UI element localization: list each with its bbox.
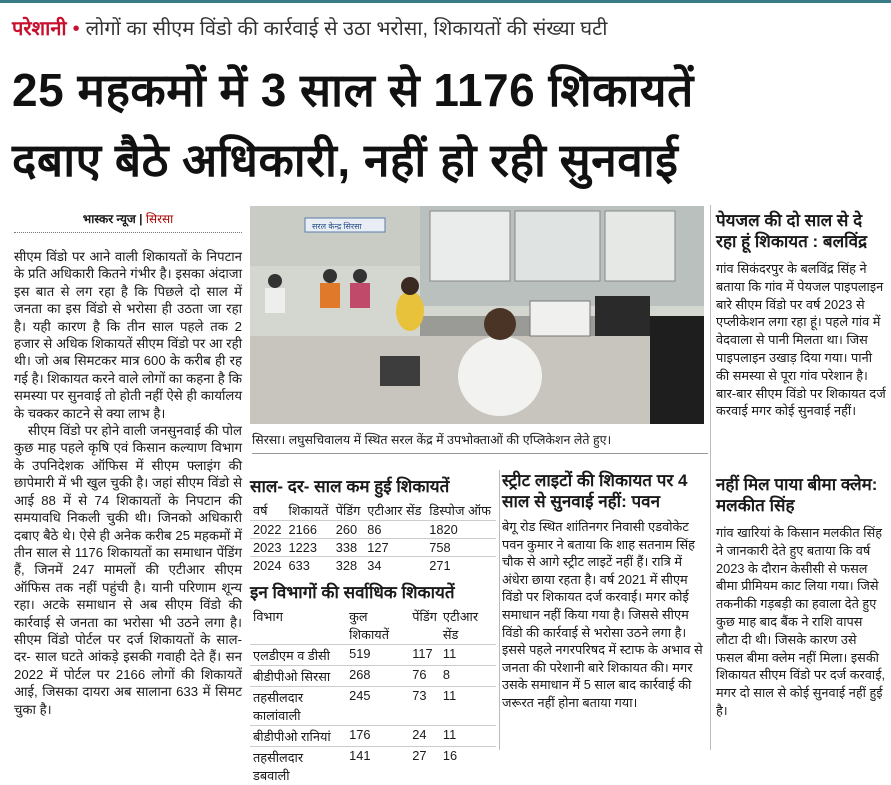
cell: 2024 — [250, 557, 285, 575]
table-row — [250, 726, 496, 747]
cell: 117 — [409, 645, 440, 666]
cell: 16 — [440, 747, 496, 785]
col-header: विभाग — [250, 606, 346, 645]
table-row — [250, 557, 496, 575]
cell: 27 — [409, 747, 440, 785]
story-malkit-text: गांव खारियां के किसान मलकीत सिंह ने जानकारी देते हुए बताया कि वर्ष 2023 के दौरान केसीसी से फसल बीमा प्रीमियम काट लिया गया। जिसे तकनीकी गड़बड़ी का हवाला देते हुए कुछ माह बाद बैंक ने राशि वापस लौटा दी थी। जिसके कारण उसे फसल बीमा क्लेम नहीं मिला। इसकी शिकायत सीएम विंडो पर दर्ज करवाई, मगर दो साल से कोई सुनवाई नहीं हुई है। — [716, 524, 886, 720]
cell: तहसीलदार डबवाली — [250, 747, 346, 785]
cell: 1820 — [426, 521, 496, 539]
news-photo — [250, 206, 704, 424]
body-paragraph: सीएम विंडो पर आने वाली शिकायतों के निपटान के प्रति अधिकारी कितने गंभीर है। इसका अंदाजा इस बात से लग रहा है कि पिछले दो साल में जनता का इस विंडो से भरोसा ही उठता जा रहा है। यही कारण है कि तीन साल पहले तक 2 हजार से अधिक शिकायतें सीएम विंडो पर आ रही थी। जो अब सिमटकर मात्र 600 के करीब ही रह गई है। शिकायत करने वाले लोगों का कहना है कि समस्या पर सुनवाई तो होती नहीं ऐसे ही कार्यालय के चक्कर काटने से क्या लाभ है। — [14, 248, 242, 422]
dept-table-title: इन विभागों की सर्वाधिक शिकायतें — [250, 582, 496, 603]
photo-caption: सिरसा। लघुसचिवालय में स्थित सरल केंद्र में उपभोक्ताओं की एप्लिकेशन लेते हुए। — [252, 431, 708, 454]
cell: 2166 — [285, 521, 332, 539]
bullet-icon: • — [73, 18, 80, 40]
top-rule — [0, 0, 891, 3]
headline-line-1: 25 महकमों में 3 साल से 1176 शिकायतें — [12, 58, 694, 120]
yearly-complaints-box — [250, 476, 496, 574]
main-story-body — [14, 248, 242, 718]
cell: 8 — [440, 666, 496, 687]
department-complaints-box — [250, 582, 496, 785]
cell: 633 — [285, 557, 332, 575]
yearly-table-title: साल- दर- साल कम हुई शिकायतें — [250, 476, 496, 497]
office-scene-illustration — [250, 206, 704, 424]
table-row — [250, 747, 496, 785]
col-header: शिकायतें — [285, 500, 332, 521]
kicker-tag: परेशानी — [12, 18, 67, 40]
column-divider — [499, 470, 500, 750]
photo-sign: सरल केन्द्र सिरसा — [312, 221, 363, 231]
cell: 519 — [346, 645, 409, 666]
story-pawan-text: बेगू रोड स्थित शांतिनगर निवासी एडवोकेट पवन कुमार ने बताया कि शाह सतनाम सिंह चौक से आगे स्ट्रीट लाइटें नहीं हैं। रात्रि में अंधेरा छाया रहता है। वर्ष 2021 में सीएम विंडो पर शिकायत दर्ज करवाई। मगर कोई समाधान नहीं किया गया है। जिससे सीएम विंडो की कार्रवाई से भरोसा उठने लगा है। इससे पहले नगरपरिषद में स्टाफ के अभाव से जनता की परेशानी बारे शिकायत की। मगर उसके समाधान में 5 साल बाद कार्रवाई की जरूरत नहीं होना बताया गया। — [502, 518, 706, 712]
cell: 73 — [409, 687, 440, 726]
story-malkit-title: नहीं मिल पाया बीमा क्लेम: मलकीत सिंह — [716, 474, 886, 516]
col-header: पेंडिंग — [409, 606, 440, 645]
cell: 11 — [440, 687, 496, 726]
cell: 127 — [364, 539, 426, 557]
cell: बीडीपीओ सिरसा — [250, 666, 346, 687]
cell: 245 — [346, 687, 409, 726]
cell: 176 — [346, 726, 409, 747]
cell: 34 — [364, 557, 426, 575]
cell: 260 — [333, 521, 365, 539]
cell: तहसीलदार कालांवाली — [250, 687, 346, 726]
kicker — [12, 14, 607, 41]
column-divider — [710, 205, 711, 750]
story-pawan — [502, 470, 706, 712]
dept-table — [250, 606, 496, 785]
cell: 24 — [409, 726, 440, 747]
col-header: डिस्पोज ऑफ — [426, 500, 496, 521]
cell: 11 — [440, 726, 496, 747]
byline: भास्कर न्यूज | सिरसा — [14, 210, 242, 233]
headline-line-2: दबाए बैठे अधिकारी, नहीं हो रही सुनवाई — [12, 128, 678, 190]
story-pawan-title: स्ट्रीट लाइटों की शिकायत पर 4 साल से सुनवाई नहीं: पवन — [502, 470, 706, 512]
cell: 86 — [364, 521, 426, 539]
cell: 268 — [346, 666, 409, 687]
table-row — [250, 687, 496, 726]
col-header: एटीआर सेंड — [440, 606, 496, 645]
story-malkit — [716, 474, 886, 720]
byline-agency: भास्कर न्यूज — [83, 212, 136, 226]
col-header: एटीआर सेंड — [364, 500, 426, 521]
table-row — [250, 645, 496, 666]
cell: 758 — [426, 539, 496, 557]
cell: 271 — [426, 557, 496, 575]
col-header: पेंडिंग — [333, 500, 365, 521]
cell: 328 — [333, 557, 365, 575]
cell: 2022 — [250, 521, 285, 539]
story-balvindra-title: पेयजल की दो साल से दे रहा हूं शिकायत : बलविंद्र — [716, 210, 886, 252]
body-paragraph: सीएम विंडो पर होने वाली जनसुनवाई की पोल कुछ माह पहले कृषि एवं किसान कल्याण विभाग के उपनिदेशक ऑफिस में सीएम फ्लाइंग की छापेमारी में भी खुल चुकी है। जहां सीएम विंडो से आई 88 में से 74 शिकायतों के निपटान की समयावधि निकली चुकी थी। जिनको अधिकारी दबाए बैठे थे। ऐसे ही अनेक करीब 25 महकमों में तीन साल से 1176 शिकायतों का समाधान पेंडिंग हैं, जिनमें 247 मामलों की एटीआर सीएम ऑफिस तक नहीं पहुंची है। यानी परिणाम शून्य रहा। अटके समाधान से अब सीएम विंडो की कार्रवाई से जनता का भरोसा भी उठने लगा है। सीएम विंडो पोर्टल पर दर्ज शिकायतों के साल- दर- साल घटते आंकड़े इसकी गवाही देते हैं। सन 2022 में पोर्टल पर 2166 लोगों की शिकायतें आई, जिसका दायरा अब सालाना 633 में सिमट चुका है। — [14, 422, 242, 718]
cell: 11 — [440, 645, 496, 666]
table-row — [250, 521, 496, 539]
cell: 76 — [409, 666, 440, 687]
kicker-text: लोगों का सीएम विंडो की कार्रवाई से उठा भरोसा, शिकायतों की संख्या घटी — [86, 18, 608, 40]
col-header: वर्ष — [250, 500, 285, 521]
cell: 338 — [333, 539, 365, 557]
cell: 1223 — [285, 539, 332, 557]
col-header: कुल शिकायतें — [346, 606, 409, 645]
cell: एलडीएम व डीसी — [250, 645, 346, 666]
story-balvindra-text: गांव सिकंदरपुर के बलविंद्र सिंह ने बताया कि गांव में पेयजल पाइपलाइन बारे सीएम विंडो पर वर्ष 2023 से एप्लीकेशन लगा रहा हूं। पहले गांव में वेदवाला से पानी मिलता था। जिस पाइपलाइन उखाड़ दिया गया। पानी की समस्या से पूरा गांव परेशान है। बार-बार सीएम विंडो पर शिकायत दर्ज करवाई मगर कोई सुनवाई नहीं। — [716, 260, 886, 420]
table-row — [250, 539, 496, 557]
yearly-table — [250, 500, 496, 574]
cell: 141 — [346, 747, 409, 785]
cell: 2023 — [250, 539, 285, 557]
table-row — [250, 666, 496, 687]
story-balvindra — [716, 210, 886, 420]
cell: बीडीपीओ रानियां — [250, 726, 346, 747]
byline-place: सिरसा — [146, 212, 173, 226]
